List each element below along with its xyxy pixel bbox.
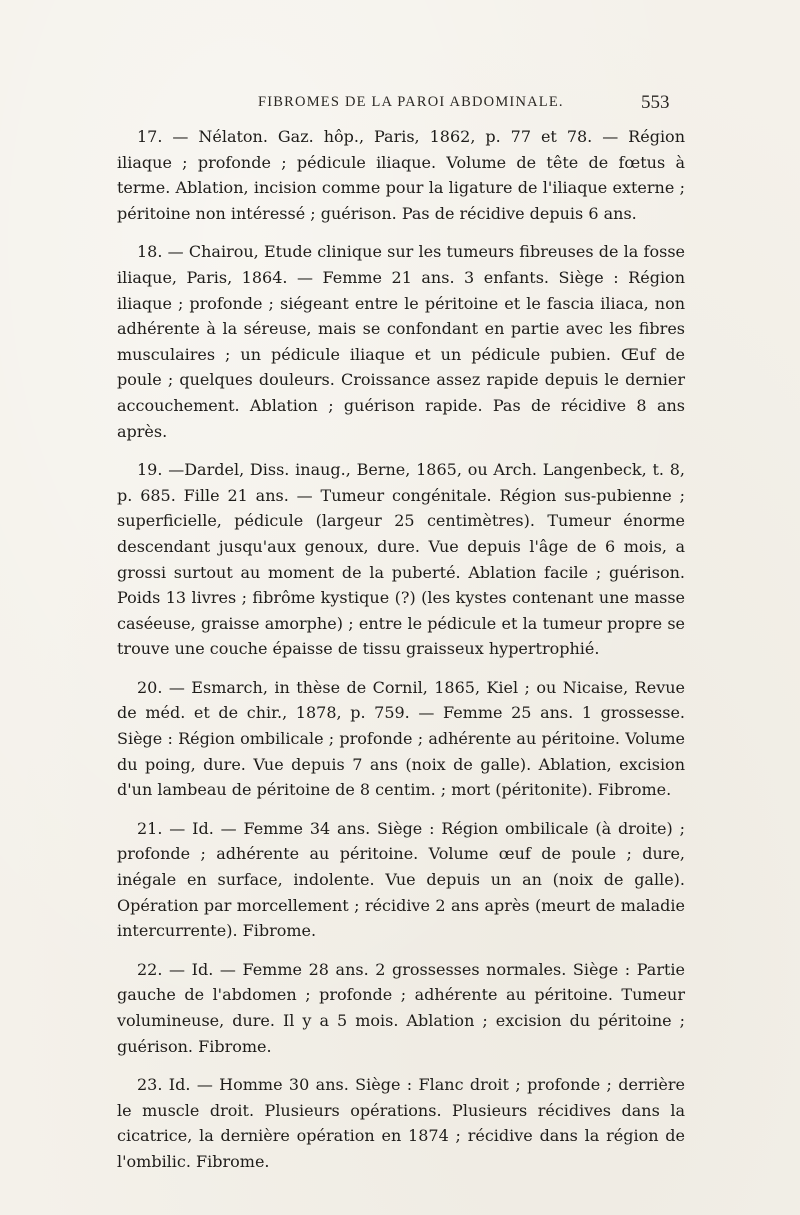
case-entry-20: 20. — Esmarch, in thèse de Cornil, 1865, Kiel ; ou Nicaise, Revue de méd. et de chir., 1878, p. 759. — Femme 25 ans. 1 grossesse. Siège : Région ombilicale ; profonde ; adhérente au péritoine. Volume du poing, dure. Vue depuis 7 ans (noix de galle). Ablation, excision d'un lambeau de péritoine de 8 centim. ; mort (péritonite). Fibrome. xyxy=(117,677,685,800)
case-entry-23: 23. Id. — Homme 30 ans. Siège : Flanc droit ; profonde ; derrière le muscle droit. Plusieurs opérations. Plusieurs récidives dans la cicatrice, la dernière opération en 1874 ; récidive dans la région de l'ombilic. Fibrome. xyxy=(117,1075,685,1171)
case-entry-18: 18. — Chairou, Etude clinique sur les tumeurs fibreuses de la fosse iliaque, Paris, 1864. — Femme 21 ans. 3 enfants. Siège : Région iliaque ; profonde ; siégeant entre le péritoine et le fascia iliaca, non adhérente à la séreuse, mais se confondant en partie avec les fibres musculaires ; un pédicule iliaque et un pédicule pubien. Œuf de poule ; quelques douleurs. Croissance assez rapide depuis le dernier accouchement. Ablation ; guérison rapide. Pas de récidive 8 ans après. xyxy=(117,242,685,441)
case-list xyxy=(117,124,685,1175)
case-entry-21: 21. — Id. — Femme 34 ans. Siège : Région ombilicale (à droite) ; profonde ; adhérente au péritoine. Volume œuf de poule ; dure, inégale en surface, indolente. Vue depuis un an (noix de galle). Opération par morcellement ; récidive 2 ans après (meurt de maladie intercurrente). Fibrome. xyxy=(117,818,685,941)
case-entry-19: 19. —Dardel, Diss. inaug., Berne, 1865, ou Arch. Langenbeck, t. 8, p. 685. Fille 21 ans. — Tumeur congénitale. Région sus-pubienne ; superficielle, pédicule (largeur 25 centimètres). Tumeur énorme descendant jusqu'aux genoux, dure. Vue depuis l'âge de 6 mois, a grossi surtout au moment de la puberté. Ablation facile ; guérison. Poids 13 livres ; fibrôme kystique (?) (les kystes contenant une masse caséeuse, graisse amorphe) ; entre le pédicule et la tumeur propre se trouve une couche épaisse de tissu graisseux hypertrophié. xyxy=(117,460,685,659)
page-number: 553 xyxy=(641,92,670,113)
case-entry-22: 22. — Id. — Femme 28 ans. 2 grossesses normales. Siège : Partie gauche de l'abdomen ; profonde ; adhérente au péritoine. Tumeur volumineuse, dure. Il y a 5 mois. Ablation ; excision du péritoine ; guérison. Fibrome. xyxy=(117,959,685,1056)
case-entry-17: 17. — Nélaton. Gaz. hôp., Paris, 1862, p. 77 et 78. — Région iliaque ; profonde ; pédicule iliaque. Volume de tête de fœtus à terme. Ablation, incision comme pour la ligature de l'iliaque externe ; péritoine non intéressé ; guérison. Pas de récidive depuis 6 ans. xyxy=(117,127,685,223)
running-title: FIBROMES DE LA PAROI ABDOMINALE. xyxy=(258,94,564,110)
